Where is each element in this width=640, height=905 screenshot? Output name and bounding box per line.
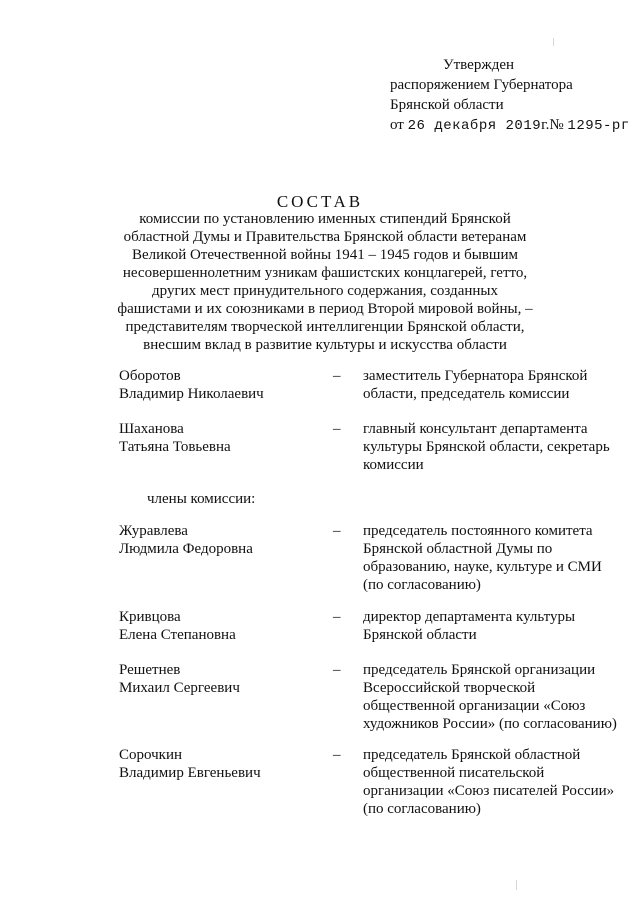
dash: – [333,609,341,625]
person-role: председатель постоянного комитета Брянской областной Думы по образованию, науке, культуре и СМИ (по согласованию) [363,523,602,593]
person-surname: Решетнев [119,662,181,678]
person-given-name: Елена Степановна [119,627,236,643]
person-name [119,661,319,697]
person-name [119,367,319,403]
person-role: директор департамента культуры Брянской области [363,609,576,643]
approval-line-3: Брянской области [390,97,504,113]
scan-mark [516,880,517,890]
approval-date-line [390,115,630,136]
person-role: главный консультант департамента культуры Брянской области, секретарь комиссии [363,421,610,473]
approval-line-1: Утвержден [443,57,515,73]
person-surname: Журавлева [119,523,188,539]
person-surname: Шаханова [119,421,184,437]
approval-stamp [390,55,630,136]
person-surname: Оборотов [119,368,181,384]
document-subtitle: комиссии по установлению именных стипендий Брянской областной Думы и Правительства Брянской области ветеранам Великой Отечественной войны 1941 – 1945 годов и бывшим несовершеннолетним узникам фашистских концлагерей, гетто, других мест принудительного содержания, созданных фашистами и их союзниками в период Второй мировой войны, – представителям творческой интеллигенции Брянской области, внесшим вклад в развитие культуры и искусства области [117,211,533,353]
person-given-name: Владимир Евгеньевич [119,765,261,781]
scan-mark [553,38,554,46]
dash: – [333,662,341,678]
document-title: СОСТАВ [276,192,364,211]
dash: – [333,523,341,539]
person-surname: Сорочкин [119,747,183,763]
person-name [119,522,319,558]
person-given-name: Людмила Федоровна [119,541,253,557]
person-name [119,608,319,644]
person-role: председатель Брянской организации Всероссийской творческой общественной организации «Союз художников России» (по согласованию) [363,662,617,732]
members-label: члены комиссии: [147,491,256,507]
person-name [119,420,319,456]
person-role: заместитель Губернатора Брянской области, председатель комиссии [363,368,588,402]
approval-line-2: распоряжением Губернатора [390,77,573,93]
year-suffix: г.№ [541,117,564,133]
person-role: председатель Брянской областной общественной писательской организации «Союз писателей России» (по согласованию) [363,747,615,817]
date-prefix: от [390,117,404,133]
dash: – [333,368,341,384]
dash: – [333,421,341,437]
person-given-name: Владимир Николаевич [119,386,264,402]
date-value: 26 декабря 2019 [407,118,542,134]
person-surname: Кривцова [119,609,181,625]
person-given-name: Татьяна Товьевна [119,439,231,455]
dash: – [333,747,341,763]
person-name [119,746,319,782]
person-given-name: Михаил Сергеевич [119,680,240,696]
order-number: 1295-рг [567,118,630,134]
